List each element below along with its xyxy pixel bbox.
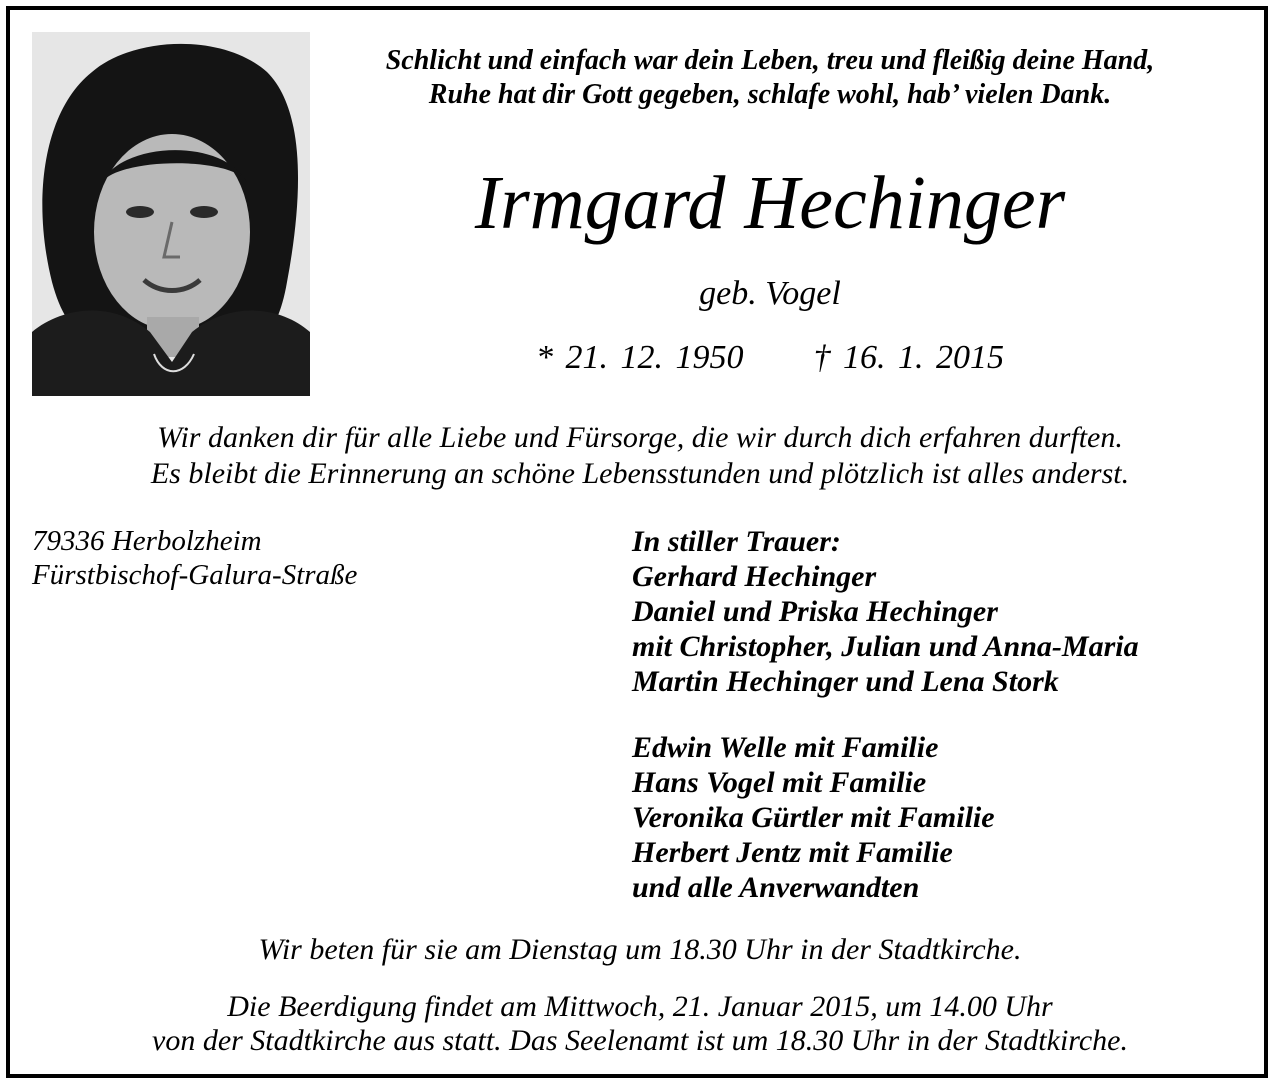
mourner-line: Veronika Gürtler mit Familie (632, 801, 995, 834)
thanks-text (20, 420, 1260, 492)
prayer-notice: Wir beten für sie am Dienstag um 18.30 Uhr in der Stadtkirche. (258, 933, 1022, 966)
mourner-line: Martin Hechinger und Lena Stork (632, 665, 1059, 698)
address-street: Fürstbischof-Galura-Straße (32, 559, 358, 591)
verse-line: Schlicht und einfach war dein Leben, treu und fleißig deine Hand, (385, 45, 1155, 76)
mourner-line: Herbert Jentz mit Familie (632, 836, 953, 869)
address (32, 524, 357, 592)
mourner-line: Daniel und Priska Hechinger (632, 595, 998, 628)
funeral-line: Die Beerdigung findet am Mittwoch, 21. Januar 2015, um 14.00 Uhr (227, 990, 1053, 1023)
mourner-line: und alle Anverwandten (632, 871, 920, 904)
mourner-line: Edwin Welle mit Familie (632, 731, 939, 764)
verse-line: Ruhe hat dir Gott gegeben, schlafe wohl, hab’ vielen Dank. (428, 79, 1112, 110)
birth-date: * 21. 12. 1950 (536, 339, 744, 376)
death-date: † 16. 1. 2015 (813, 339, 1004, 376)
thanks-line: Es bleibt die Erinnerung an schöne Lebensstunden und plötzlich ist alles anderst. (150, 457, 1130, 490)
verse (320, 44, 1220, 112)
mourner-line: mit Christopher, Julian und Anna-Maria (632, 630, 1139, 663)
deceased-name: Irmgard Hechinger (474, 161, 1066, 245)
mourners-family (632, 524, 1139, 699)
mourner-line: Gerhard Hechinger (632, 560, 877, 593)
mourners-relatives (632, 730, 995, 905)
address-city: 79336 Herbolzheim (32, 525, 262, 557)
funeral-notice (20, 990, 1260, 1058)
mourners-heading: In stiller Trauer: (632, 525, 841, 558)
birth-name: geb. Vogel (699, 275, 841, 312)
mourner-line: Hans Vogel mit Familie (632, 766, 927, 799)
thanks-line: Wir danken dir für alle Liebe und Fürsorge, die wir durch dich erfahren durften. (157, 421, 1123, 454)
life-dates (320, 338, 1220, 378)
funeral-line: von der Stadtkirche aus statt. Das Seelenamt ist um 18.30 Uhr in der Stadtkirche. (152, 1024, 1128, 1057)
portrait-photo (32, 32, 310, 396)
